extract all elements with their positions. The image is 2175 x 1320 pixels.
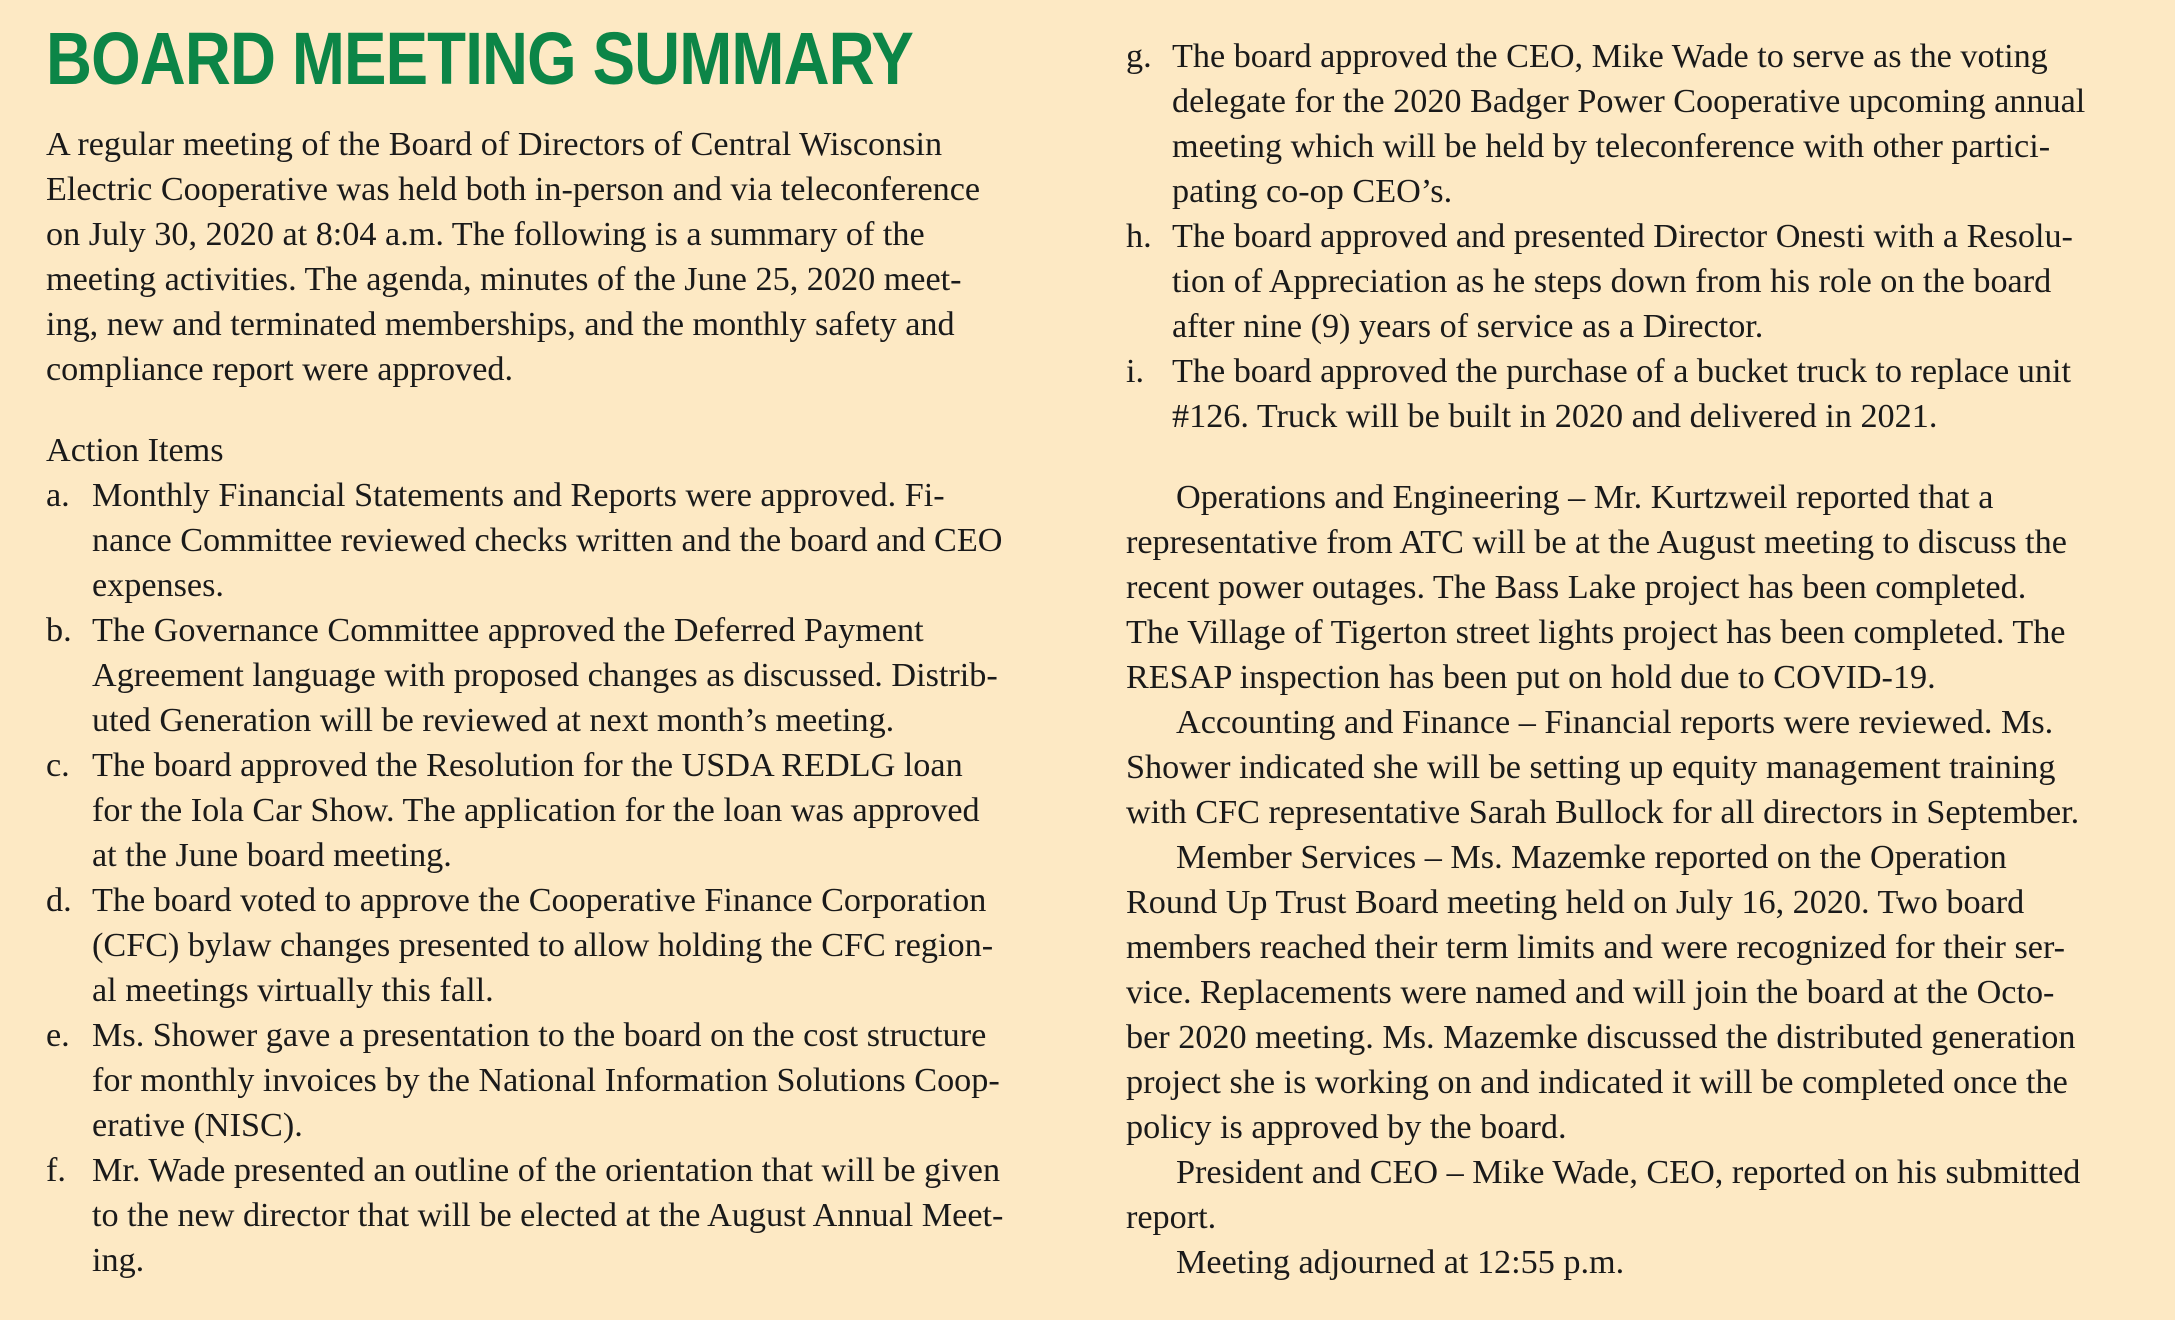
text-line: for the Iola Car Show. The application for the loan was approved bbox=[92, 792, 980, 829]
text-line: nance Committee reviewed checks written and the board and CEO bbox=[92, 522, 1003, 559]
text-line: ber 2020 meeting. Ms. Mazemke discussed the distributed generation bbox=[1126, 1019, 2076, 1056]
item-letter: b. bbox=[46, 612, 72, 649]
text-line: with CFC representative Sarah Bullock for all directors in September. bbox=[1126, 794, 2080, 831]
text-line: The board approved and presented Director Onesti with a Resolu- bbox=[1172, 218, 2073, 255]
text-line: project she is working on and indicated it will be completed once the bbox=[1126, 1064, 2068, 1101]
text-line: RESAP inspection has been put on hold due to COVID-19. bbox=[1126, 659, 1936, 696]
text-line: ing, new and terminated memberships, and the monthly safety and bbox=[46, 306, 955, 343]
text-line: erative (NISC). bbox=[92, 1107, 303, 1144]
action-item-b bbox=[46, 608, 1076, 743]
left-column bbox=[46, 0, 1076, 1283]
item-letter: i. bbox=[1126, 353, 1145, 390]
text-line: recent power outages. The Bass Lake project has been completed. bbox=[1126, 569, 2027, 606]
action-item-c bbox=[46, 743, 1076, 878]
right-column bbox=[1126, 0, 2136, 1285]
text-line: Member Services – Ms. Mazemke reported on the Operation bbox=[1176, 839, 2007, 876]
action-items-heading: Action Items bbox=[46, 432, 224, 469]
text-line: report. bbox=[1126, 1199, 1217, 1236]
text-line: The board approved the Resolution for the USDA REDLG loan bbox=[92, 747, 963, 784]
report-accounting-finance bbox=[1126, 700, 2136, 835]
text-line: Electric Cooperative was held both in-person and via teleconference bbox=[46, 171, 981, 208]
text-line: policy is approved by the board. bbox=[1126, 1109, 1567, 1146]
text-line: for monthly invoices by the National Information Solutions Coop- bbox=[92, 1062, 1000, 1099]
text-line: representative from ATC will be at the August meeting to discuss the bbox=[1126, 524, 2067, 561]
text-line: Meeting adjourned at 12:55 p.m. bbox=[1176, 1244, 1625, 1281]
item-letter: e. bbox=[46, 1017, 70, 1054]
action-item-f bbox=[46, 1148, 1076, 1283]
text-line: #126. Truck will be built in 2020 and delivered in 2021. bbox=[1172, 398, 1938, 435]
text-line: pating co-op CEO’s. bbox=[1172, 173, 1453, 210]
action-items-list-continued bbox=[1126, 34, 2136, 439]
report-member-services bbox=[1126, 835, 2136, 1150]
action-item-e bbox=[46, 1013, 1076, 1148]
report-president-ceo bbox=[1126, 1150, 2136, 1240]
text-line: compliance report were approved. bbox=[46, 351, 514, 388]
text-line: The Village of Tigerton street lights project has been completed. The bbox=[1126, 614, 2066, 651]
text-line: at the June board meeting. bbox=[92, 837, 452, 874]
text-line: Mr. Wade presented an outline of the orientation that will be given bbox=[92, 1152, 1001, 1189]
item-letter: c. bbox=[46, 747, 70, 784]
action-item-i bbox=[1126, 349, 2136, 439]
item-letter: g. bbox=[1126, 38, 1152, 75]
text-line: tion of Appreciation as he steps down from his role on the board bbox=[1172, 263, 2052, 300]
text-line: Monthly Financial Statements and Reports were approved. Fi- bbox=[92, 477, 945, 514]
text-line: after nine (9) years of service as a Director. bbox=[1172, 308, 1764, 345]
text-line: The board approved the CEO, Mike Wade to serve as the voting bbox=[1172, 38, 2048, 75]
text-line: expenses. bbox=[92, 567, 224, 604]
reports-section bbox=[1126, 475, 2136, 1285]
intro-paragraph bbox=[46, 122, 1076, 392]
text-line: Operations and Engineering – Mr. Kurtzweil reported that a bbox=[1176, 479, 1994, 516]
text-line: to the new director that will be elected at the August Annual Meet- bbox=[92, 1197, 1004, 1234]
action-items-list bbox=[46, 473, 1076, 1283]
action-item-a bbox=[46, 473, 1076, 608]
action-item-g bbox=[1126, 34, 2136, 214]
action-item-d bbox=[46, 878, 1076, 1013]
text-line: Ms. Shower gave a presentation to the board on the cost structure bbox=[92, 1017, 987, 1054]
item-letter: d. bbox=[46, 882, 72, 919]
text-line: A regular meeting of the Board of Directors of Central Wisconsin bbox=[46, 126, 943, 163]
text-line: meeting activities. The agenda, minutes of the June 25, 2020 meet- bbox=[46, 261, 962, 298]
text-line: meeting which will be held by teleconference with other partici- bbox=[1172, 128, 2051, 165]
text-line: Agreement language with proposed changes as discussed. Distrib- bbox=[92, 657, 998, 694]
text-line: delegate for the 2020 Badger Power Cooperative upcoming annual bbox=[1172, 83, 2086, 120]
item-letter: a. bbox=[46, 477, 70, 514]
meeting-adjourned bbox=[1126, 1240, 2136, 1285]
text-line: ing. bbox=[92, 1242, 145, 1279]
text-line: Round Up Trust Board meeting held on July 16, 2020. Two board bbox=[1126, 884, 2025, 921]
text-line: al meetings virtually this fall. bbox=[92, 972, 494, 1009]
text-line: President and CEO – Mike Wade, CEO, reported on his submitted bbox=[1176, 1154, 2081, 1191]
text-line: uted Generation will be reviewed at next month’s meeting. bbox=[92, 702, 895, 739]
text-line: on July 30, 2020 at 8:04 a.m. The following is a summary of the bbox=[46, 216, 925, 253]
text-line: The board voted to approve the Cooperative Finance Corporation bbox=[92, 882, 987, 919]
text-line: members reached their term limits and were recognized for their ser- bbox=[1126, 929, 2066, 966]
item-letter: h. bbox=[1126, 218, 1152, 255]
text-line: The Governance Committee approved the Deferred Payment bbox=[92, 612, 924, 649]
action-item-h bbox=[1126, 214, 2136, 349]
page-title: BOARD MEETING SUMMARY bbox=[46, 17, 914, 100]
text-line: Accounting and Finance – Financial reports were reviewed. Ms. bbox=[1176, 704, 2054, 741]
item-letter: f. bbox=[46, 1152, 66, 1189]
report-operations-engineering bbox=[1126, 475, 2136, 700]
text-line: Shower indicated she will be setting up equity management training bbox=[1126, 749, 2056, 786]
text-line: vice. Replacements were named and will join the board at the Octo- bbox=[1126, 974, 2055, 1011]
text-line: The board approved the purchase of a bucket truck to replace unit bbox=[1172, 353, 2071, 390]
text-line: (CFC) bylaw changes presented to allow holding the CFC region- bbox=[92, 927, 994, 964]
